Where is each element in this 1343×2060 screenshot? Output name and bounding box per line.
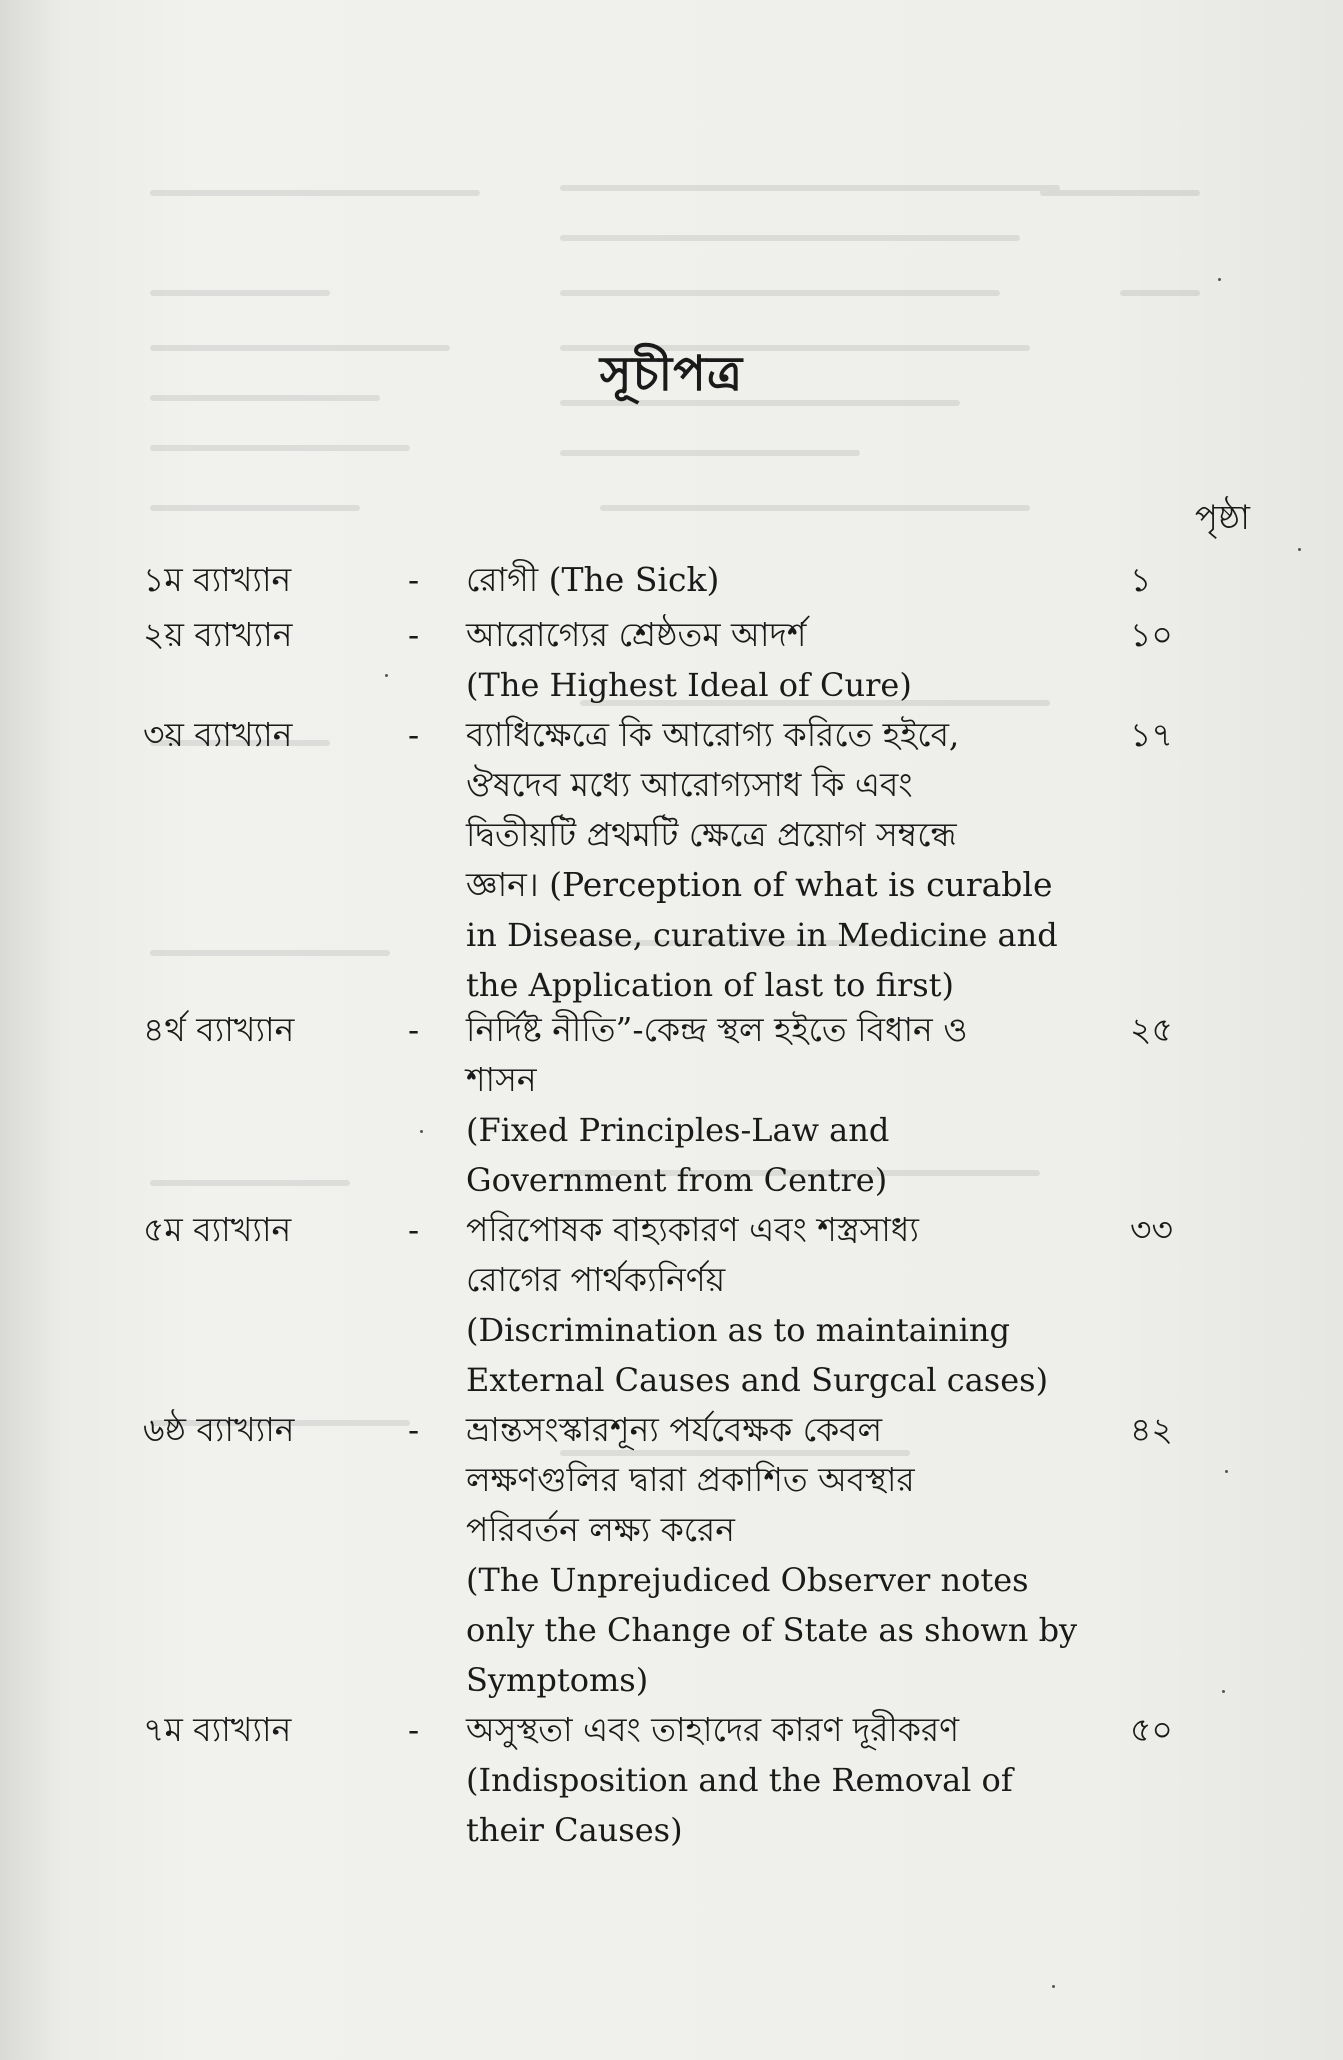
english-title-line: (Indisposition and the Removal of xyxy=(466,1761,1013,1799)
page-number: ৩৩ xyxy=(1130,1210,1173,1249)
chapter-description xyxy=(466,1405,1106,1705)
separator-dash: - xyxy=(408,1710,420,1749)
chapter-description xyxy=(466,1705,1106,1855)
bengali-title-line: শাসন xyxy=(466,1060,537,1099)
paper-speck xyxy=(1218,278,1221,281)
bengali-title-line: রোগের পার্থক্যনির্ণয় xyxy=(466,1260,726,1299)
lecture-label: ৩য় ব্যাখ্যান xyxy=(143,715,293,754)
paper-speck xyxy=(1298,548,1301,551)
separator-dash: - xyxy=(408,615,420,654)
separator-dash: - xyxy=(408,1410,420,1449)
paper-speck xyxy=(420,1130,423,1133)
page-number-heading: পৃষ্ঠা xyxy=(1194,498,1250,538)
bengali-title-line: লক্ষণগুলির দ্বারা প্রকাশিত অবস্থার xyxy=(466,1460,915,1499)
separator-dash: - xyxy=(408,560,420,599)
english-title-line: (Fixed Principles-Law and xyxy=(466,1111,890,1149)
chapter-description xyxy=(466,610,1106,710)
page-title: সূচীপত্র xyxy=(599,346,744,402)
lecture-label: ৬ষ্ঠ ব্যাখ্যান xyxy=(143,1410,295,1449)
lecture-label: ৭ম ব্যাখ্যান xyxy=(143,1710,292,1749)
english-title-line: Symptoms) xyxy=(466,1661,649,1699)
page-number: ২৫ xyxy=(1130,1010,1173,1049)
english-title-line: (The Highest Ideal of Cure) xyxy=(466,666,912,704)
page-number: ৫০ xyxy=(1130,1710,1173,1749)
chapter-description xyxy=(466,1005,1106,1205)
english-title-line: Government from Centre) xyxy=(466,1161,888,1199)
bengali-title-line: আরোগ্যের শ্রেষ্ঠতম আদর্শ xyxy=(466,615,807,654)
chapter-description xyxy=(466,555,1106,605)
english-title-line: External Causes and Surgcal cases) xyxy=(466,1361,1049,1399)
bengali-title-line: রোগী (The Sick) xyxy=(466,560,720,599)
page-number: ৪২ xyxy=(1130,1410,1173,1449)
english-title-line: (The Unprejudiced Observer notes xyxy=(466,1561,1029,1599)
bengali-title-line: ঔষদেব মধ্যে আরোগ্যসাধ কি এবং xyxy=(466,765,913,804)
bengali-title-line: পরিবর্তন লক্ষ্য করেন xyxy=(466,1510,735,1549)
english-title-line: (Discrimination as to maintaining xyxy=(466,1311,1010,1349)
bengali-title-line: পরিপোষক বাহ্যকারণ এবং শস্ত্রসাধ্য xyxy=(466,1210,919,1249)
bengali-title-line: ব্যাধিক্ষেত্রে কি আরোগ্য করিতে হইবে, xyxy=(466,715,960,754)
english-title-line: in Disease, curative in Medicine and xyxy=(466,916,1058,954)
chapter-description xyxy=(466,1205,1106,1405)
paper-speck xyxy=(385,674,388,677)
bengali-title-line: জ্ঞান। (Perception of what is curable xyxy=(466,865,1053,904)
separator-dash: - xyxy=(408,1210,420,1249)
lecture-label: ২য় ব্যাখ্যান xyxy=(143,615,293,654)
lecture-label: ৪র্থ ব্যাখ্যান xyxy=(143,1010,295,1049)
page-number: ১ xyxy=(1130,560,1152,599)
separator-dash: - xyxy=(408,715,420,754)
page-number: ১৭ xyxy=(1130,715,1173,754)
english-title-line: only the Change of State as shown by xyxy=(466,1611,1078,1649)
english-title-line: their Causes) xyxy=(466,1811,683,1849)
bengali-title-line: অসুস্থতা এবং তাহাদের কারণ দূরীকরণ xyxy=(466,1710,960,1749)
separator-dash: - xyxy=(408,1010,420,1049)
bengali-title-line: ভ্রান্তসংস্কারশূন্য পর্যবেক্ষক কেবল xyxy=(466,1410,883,1449)
paper-speck xyxy=(1225,1470,1228,1473)
paper-speck xyxy=(1052,1985,1055,1988)
bengali-title-line: নির্দিষ্ট নীতি”-কেন্দ্র স্থল হইতে বিধান ও xyxy=(466,1010,968,1049)
page-number: ১০ xyxy=(1130,615,1173,654)
lecture-label: ১ম ব্যাখ্যান xyxy=(143,560,292,599)
english-title-line: the Application of last to first) xyxy=(466,966,955,1004)
chapter-description xyxy=(466,710,1106,1010)
bengali-title-line: দ্বিতীয়টি প্রথমটি ক্ষেত্রে প্রয়োগ সম্বন্ধে xyxy=(466,815,957,854)
lecture-label: ৫ম ব্যাখ্যান xyxy=(143,1210,292,1249)
paper-speck xyxy=(1222,1690,1225,1693)
